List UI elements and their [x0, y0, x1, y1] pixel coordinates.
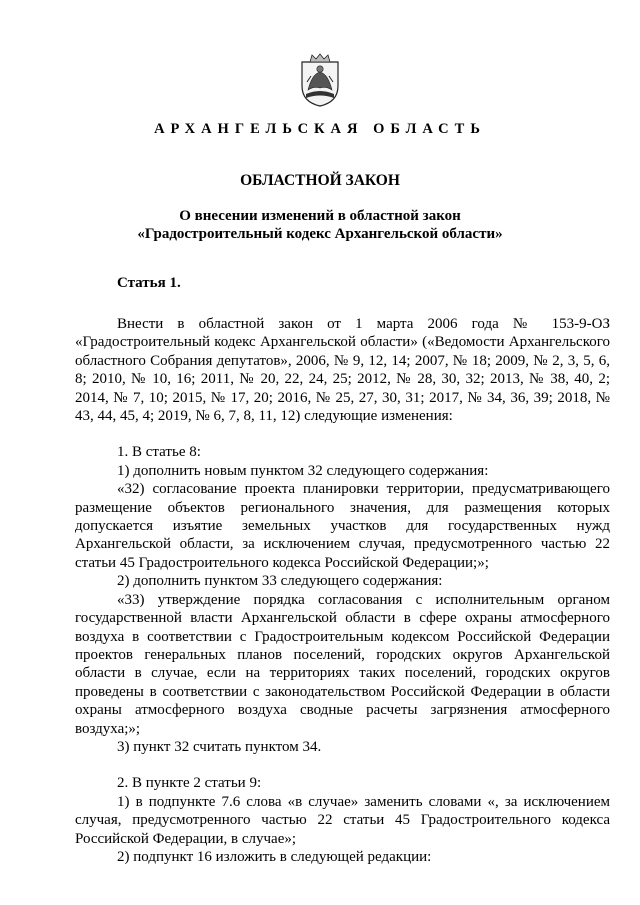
coat-of-arms-emblem: [298, 52, 342, 108]
paragraph-item: 2) подпункт 16 изложить в следующей редакции:: [117, 848, 432, 865]
law-title: [0, 207, 640, 243]
paragraph-section-2: 2. В пункте 2 статьи 9:: [117, 775, 262, 792]
paragraph-item: 2) дополнить пунктом 33 следующего содержания:: [117, 573, 443, 590]
paragraph-item: 1) дополнить новым пунктом 32 следующего содержания:: [117, 462, 489, 479]
paragraph-quote: «33) утверждение порядка согласования с исполнительным органом государственной власти Архангельской области в сфере охраны атмосферного воздуха в соответствии с Градостроительным кодексом Российской Федерации проектов генеральных планов поселений, городских округов Архангельской области в случае, если на территориях таких поселений, городских округов проведены в соответствии с законодательством Российской Федерации в области охраны атмосферного воздуха сводные расчеты загрязнения атмосферного воздуха;»;: [75, 591, 610, 737]
law-title-line-2: «Градостроительный кодекс Архангельской области»: [137, 226, 503, 242]
region-name: АРХАНГЕЛЬСКАЯ ОБЛАСТЬ: [154, 121, 486, 137]
paragraph-intro: Внести в областной закон от 1 марта 2006 года № 153-9-ОЗ «Градостроительный кодекс Архангельской области» («Ведомости Архангельского областного Собрания депутатов», 2006, № 9, 12, 14; 2007, № 18; 2009, № 2, 3, 5, 6, 8; 2010, № 10, 16; 2011, № 20, 22, 24, 25; 2012, № 28, 30, 32; 2013, № 38, 40, 2; 2014, № 7, 10; 2015, № 17, 20; 2016, № 25, 27, 30, 31; 2017, № 34, 36, 39; 2018, № 43, 44, 45, 4; 2019, № 6, 7, 8, 11, 12) следующие изменения:: [75, 316, 610, 425]
paragraph-section-1: 1. В статье 8:: [117, 444, 201, 461]
article-body: [75, 297, 610, 866]
paragraph-item: 3) пункт 32 считать пунктом 34.: [117, 738, 322, 755]
law-title-line-1: О внесении изменений в областной закон: [179, 208, 461, 224]
paragraph-item: 1) в подпункте 7.6 слова «в случае» заменить словами «, за исключением случая, предусмотренного частью 22 статьи 45 Градостроительного кодекса Российской Федерации, в случае»;: [75, 793, 610, 847]
document-type: ОБЛАСТНОЙ ЗАКОН: [240, 172, 400, 189]
article-heading: Статья 1.: [117, 275, 181, 291]
paragraph-quote: «32) согласование проекта планировки территории, предусматривающего размещение объектов регионального значения, для размещения которых допускается изъятие земельных участков для государственных нужд Архангельской области, за исключением случая, предусмотренного частью 22 статьи 45 Градостроительного кодекса Российской Федерации;»;: [75, 481, 610, 571]
